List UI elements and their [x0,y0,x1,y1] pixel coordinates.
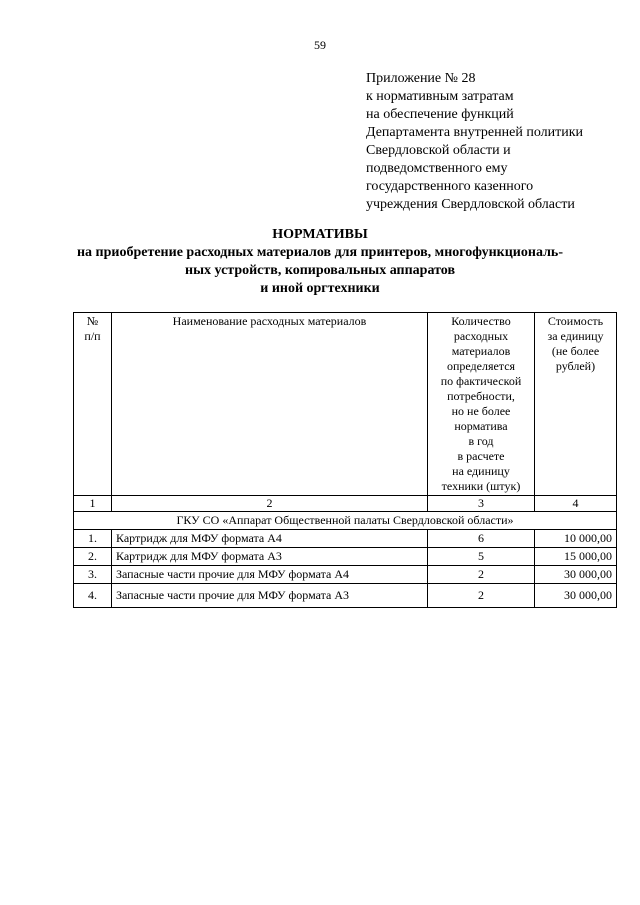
header-text: в расчете [457,449,505,463]
appendix-line: государственного казенного [366,179,534,194]
document-subtitle-line: на приобретение расходных материалов для принтеров, многофункциональ- [76,245,563,260]
row-material-name: Запасные части прочие для МФУ формата А3 [112,584,428,608]
row-quantity: 6 [428,530,535,548]
row-price: 10 000,00 [535,530,617,548]
organization-row [74,512,617,530]
header-text: Наименование расходных материалов [172,314,367,328]
header-text: норматива [454,419,508,433]
header-text: по фактической [440,374,522,388]
organization-name: ГКУ СО «Аппарат Общественной палаты Свердловской области» [74,512,617,530]
appendix-line: Департамента внутренней политики [366,125,584,140]
document-title-block [60,226,580,298]
header-text: на единицу [452,464,510,478]
row-number: 4. [74,584,112,608]
row-quantity: 2 [428,584,535,608]
appendix-line: учреждения Свердловской области [366,197,575,212]
appendix-line: к нормативным затратам [366,89,514,104]
header-quantity [428,313,535,496]
header-text: материалов [451,344,511,358]
document-title: НОРМАТИВЫ [272,227,368,242]
document-subtitle-line: и иной оргтехники [260,281,380,296]
row-material-name: Картридж для МФУ формата А3 [112,548,428,566]
row-price: 30 000,00 [535,566,617,584]
header-text: но не более [451,404,511,418]
header-text: расходных [453,329,509,343]
row-quantity: 2 [428,566,535,584]
row-price: 30 000,00 [535,584,617,608]
row-price: 15 000,00 [535,548,617,566]
norms-table [73,312,617,608]
table-row [74,530,617,548]
header-num [74,313,112,496]
table-row [74,566,617,584]
header-text: рублей) [555,359,596,373]
column-index: 3 [428,496,535,512]
table-row [74,548,617,566]
header-name [112,313,428,496]
row-material-name: Запасные части прочие для МФУ формата А4 [112,566,428,584]
header-text: в год [468,434,494,448]
column-index: 1 [74,496,112,512]
table-header-row [74,313,617,496]
header-text: п/п [84,329,101,343]
table-row [74,584,617,608]
appendix-line: Приложение № 28 [366,71,476,86]
column-index: 4 [535,496,617,512]
row-quantity: 5 [428,548,535,566]
header-text: определяется [446,359,516,373]
appendix-note [366,70,626,214]
row-number: 2. [74,548,112,566]
header-text: Количество [451,314,511,328]
header-text: потребности, [447,389,515,403]
header-text: Стоимость [547,314,604,328]
appendix-line: подведомственного ему [366,161,508,176]
header-price [535,313,617,496]
header-text: за единицу [547,329,604,343]
page-number: 59 [314,38,326,52]
header-text: (не более [551,344,600,358]
appendix-line: Свердловской области и [366,143,511,158]
appendix-line: на обеспечение функций [366,107,514,122]
row-number: 3. [74,566,112,584]
header-text: № [86,314,99,328]
column-index-row [74,496,617,512]
header-text: техники (штук) [441,479,521,493]
row-number: 1. [74,530,112,548]
document-subtitle-line: ных устройств, копировальных аппаратов [185,263,455,278]
column-index: 2 [112,496,428,512]
row-material-name: Картридж для МФУ формата А4 [112,530,428,548]
